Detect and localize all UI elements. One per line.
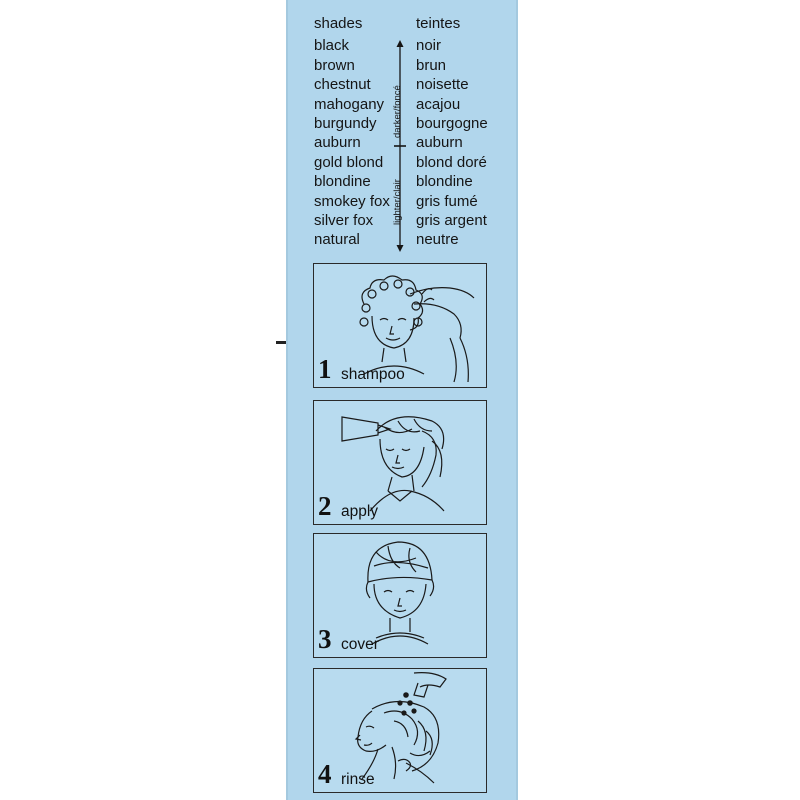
step-label: apply [341, 503, 379, 520]
shade-item: chestnut [314, 76, 371, 94]
shade-item: silver fox [314, 212, 374, 230]
shade-item: natural [314, 231, 360, 249]
teinte-item: neutre [416, 231, 459, 249]
shade-item: black [314, 37, 350, 55]
step-apply [313, 400, 487, 525]
shade-item: brown [314, 56, 355, 74]
step-number: 4 [318, 759, 332, 789]
step-rinse [313, 668, 487, 793]
teinte-item: bourgogne [416, 115, 488, 133]
shade-item: smokey fox [314, 192, 390, 210]
darker-label: darker/foncé [392, 85, 403, 138]
step-number: 2 [318, 491, 332, 521]
teinte-item: brun [416, 56, 447, 74]
step-label: rinse [341, 771, 375, 788]
shades-list-english [314, 14, 390, 250]
teintes-header: teintes [416, 15, 461, 32]
teinte-item: noisette [416, 76, 469, 94]
shades-header: shades [314, 15, 363, 32]
teinte-item: noir [416, 37, 442, 55]
step-number: 3 [318, 624, 332, 654]
shade-item: burgundy [314, 115, 377, 133]
teinte-item: gris fumé [416, 192, 478, 210]
package-side-panel [286, 0, 518, 800]
step-label: shampoo [341, 366, 405, 383]
darkness-scale [389, 40, 409, 252]
teinte-item: gris argent [416, 212, 487, 230]
step-label: cover [341, 636, 379, 653]
shade-item: blondine [314, 173, 371, 191]
teinte-item: blondine [416, 173, 473, 191]
lighter-label: lighter/clair [392, 179, 403, 225]
shades-list-french [416, 14, 488, 250]
teinte-item: blond doré [416, 153, 487, 171]
teinte-item: auburn [416, 134, 463, 152]
step-cover [313, 533, 487, 658]
shade-item: mahogany [314, 95, 385, 113]
step-shampoo [313, 263, 487, 388]
shade-item: gold blond [314, 153, 384, 171]
box-edge-mark [276, 341, 286, 344]
step-number: 1 [318, 354, 332, 384]
teinte-item: acajou [416, 95, 461, 113]
shade-item: auburn [314, 134, 361, 152]
